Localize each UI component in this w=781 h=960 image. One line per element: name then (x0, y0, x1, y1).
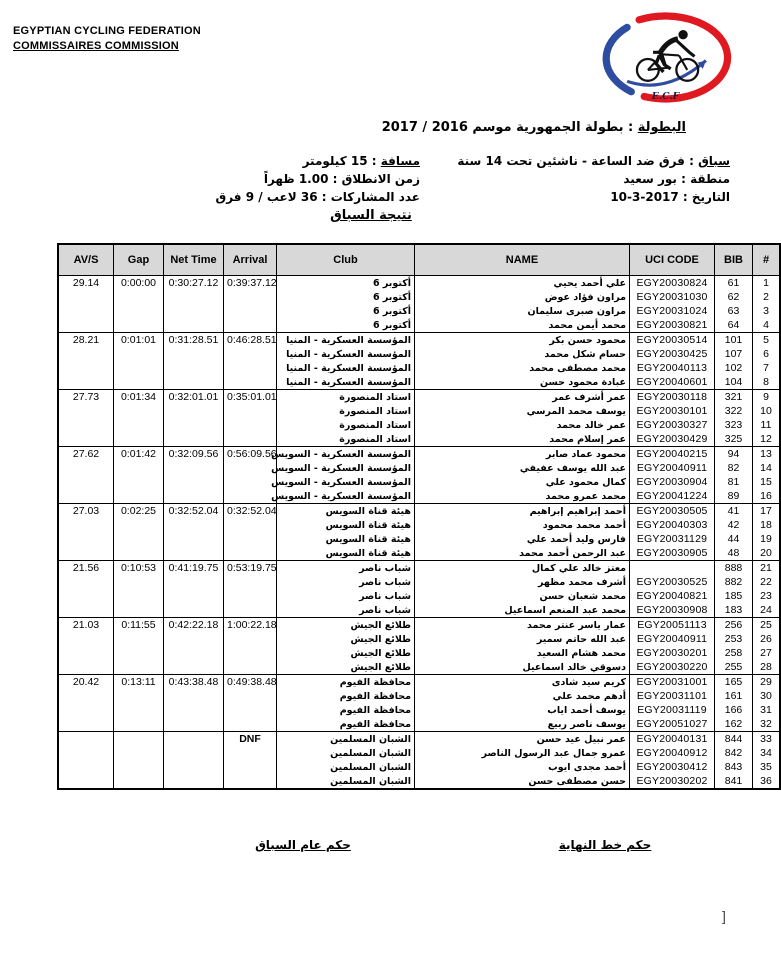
avs-cell (58, 732, 114, 790)
uci-code-cell: EGY20030327 (630, 418, 715, 432)
bib-cell: 256 (715, 618, 753, 633)
gap-cell: 0:10:53 (114, 561, 164, 618)
rank-cell: 31 (753, 703, 781, 717)
rank-cell: 19 (753, 532, 781, 546)
net-time-cell: 0:32:52.04 (164, 504, 224, 561)
club-cell: المؤسسة العسكرية - المنيا (277, 347, 415, 361)
gap-cell: 0:01:01 (114, 333, 164, 390)
col-club: Club (277, 244, 415, 276)
uci-code-cell: EGY20031024 (630, 304, 715, 318)
uci-code-cell: EGY20040113 (630, 361, 715, 375)
club-cell: أكتوبر 6 (277, 290, 415, 304)
club-cell: محافظة الفيوم (277, 703, 415, 717)
bib-cell: 101 (715, 333, 753, 348)
col-rank: # (753, 244, 781, 276)
arrival-cell: 0:35:01.01 (224, 390, 277, 447)
club-cell: المؤسسة العسكرية - المنيا (277, 375, 415, 390)
table-row (58, 447, 780, 462)
cyclist-logo-icon (596, 8, 736, 108)
table-row (58, 618, 780, 633)
club-cell: المؤسسة العسكرية - المنيا (277, 361, 415, 375)
club-cell: طلائع الجيش (277, 660, 415, 675)
col-gap: Gap (114, 244, 164, 276)
arrival-cell: 0:32:52.04 (224, 504, 277, 561)
rank-cell: 15 (753, 475, 781, 489)
uci-code-cell: EGY20051027 (630, 717, 715, 732)
rank-cell: 3 (753, 304, 781, 318)
rank-cell: 25 (753, 618, 781, 633)
uci-code-cell: EGY20040912 (630, 746, 715, 760)
name-cell: معتز خالد علي كمال (415, 561, 630, 576)
bib-cell: 82 (715, 461, 753, 475)
bib-cell: 63 (715, 304, 753, 318)
rank-cell: 13 (753, 447, 781, 462)
net-time-cell: 0:30:27.12 (164, 276, 224, 333)
col-bib: BIB (715, 244, 753, 276)
club-cell: المؤسسة العسكرية - المنيا (277, 333, 415, 348)
club-cell: المؤسسة العسكرية - السويس (277, 447, 415, 462)
name-cell: يوسف ناصر ربيع (415, 717, 630, 732)
name-cell: يوسف محمد المرسي (415, 404, 630, 418)
general-judge-label: حكم عام السباق (255, 838, 351, 852)
bib-cell: 61 (715, 276, 753, 291)
avs-cell: 29.14 (58, 276, 114, 333)
club-cell: الشبان المسلمين (277, 774, 415, 789)
net-time-cell: 0:42:22.18 (164, 618, 224, 675)
club-cell: هيئة قناة السويس (277, 546, 415, 561)
section-title: نتيجة السباق (330, 208, 412, 223)
club-cell: محافظة الفيوم (277, 689, 415, 703)
table-row (58, 561, 780, 576)
rank-cell: 14 (753, 461, 781, 475)
name-cell: عمر خالد محمد (415, 418, 630, 432)
name-cell: حسام شكل محمد (415, 347, 630, 361)
bib-cell: 321 (715, 390, 753, 405)
name-cell: عمرو جمال عبد الرسول الناصر (415, 746, 630, 760)
rank-cell: 12 (753, 432, 781, 447)
uci-code-cell: EGY20030908 (630, 603, 715, 618)
uci-code-cell: EGY20030904 (630, 475, 715, 489)
rank-cell: 17 (753, 504, 781, 519)
rank-cell: 5 (753, 333, 781, 348)
uci-code-cell: EGY20030118 (630, 390, 715, 405)
name-cell: كمال محمود علي (415, 475, 630, 489)
rank-cell: 18 (753, 518, 781, 532)
logo-text: E.C.F (651, 90, 680, 102)
bib-cell: 41 (715, 504, 753, 519)
bib-cell: 104 (715, 375, 753, 390)
club-cell: المؤسسة العسكرية - السويس (277, 489, 415, 504)
rank-cell: 35 (753, 760, 781, 774)
results-table-wrap (57, 243, 781, 790)
uci-code-cell: EGY20040821 (630, 589, 715, 603)
name-cell: عبد الله حاتم سمير (415, 632, 630, 646)
club-cell: أكتوبر 6 (277, 304, 415, 318)
bib-cell: 102 (715, 361, 753, 375)
net-time-cell: 0:41:19.75 (164, 561, 224, 618)
bib-cell: 882 (715, 575, 753, 589)
col-arrival: Arrival (224, 244, 277, 276)
bib-cell: 81 (715, 475, 753, 489)
gap-cell (114, 732, 164, 790)
uci-code-cell: EGY20030202 (630, 774, 715, 789)
org-header (13, 24, 201, 54)
col-uci: UCI CODE (630, 244, 715, 276)
bib-cell: 888 (715, 561, 753, 576)
club-cell: استاد المنصورة (277, 418, 415, 432)
club-cell: طلائع الجيش (277, 618, 415, 633)
uci-code-cell: EGY20030821 (630, 318, 715, 333)
bib-cell: 843 (715, 760, 753, 774)
name-cell: محمود عماد صابر (415, 447, 630, 462)
name-cell: عمر إسلام محمد (415, 432, 630, 447)
rank-cell: 6 (753, 347, 781, 361)
rank-cell: 2 (753, 290, 781, 304)
name-cell: أحمد مجدى ايوب (415, 760, 630, 774)
uci-code-cell: EGY20031119 (630, 703, 715, 717)
bib-cell: 107 (715, 347, 753, 361)
club-cell: هيئة قناة السويس (277, 518, 415, 532)
col-name: NAME (415, 244, 630, 276)
rank-cell: 1 (753, 276, 781, 291)
name-cell: عمر نبيل عيد حسن (415, 732, 630, 747)
arrival-cell: 0:53:19.75 (224, 561, 277, 618)
name-cell: محمد شعبان حسن (415, 589, 630, 603)
table-header-row (58, 244, 780, 276)
bib-cell: 64 (715, 318, 753, 333)
club-cell: هيئة قناة السويس (277, 532, 415, 546)
uci-code-cell: EGY20030514 (630, 333, 715, 348)
rank-cell: 22 (753, 575, 781, 589)
net-time-cell: 0:43:38.48 (164, 675, 224, 732)
rank-cell: 16 (753, 489, 781, 504)
gap-cell: 0:01:34 (114, 390, 164, 447)
col-avs: AV/S (58, 244, 114, 276)
club-cell: محافظة الفيوم (277, 717, 415, 732)
bib-cell: 89 (715, 489, 753, 504)
bib-cell: 62 (715, 290, 753, 304)
uci-code-cell: EGY20030425 (630, 347, 715, 361)
club-cell: أكتوبر 6 (277, 276, 415, 291)
rank-cell: 7 (753, 361, 781, 375)
results-table (57, 243, 781, 790)
uci-code-cell: EGY20030429 (630, 432, 715, 447)
club-cell: أكتوبر 6 (277, 318, 415, 333)
rank-cell: 33 (753, 732, 781, 747)
gap-cell: 0:13:11 (114, 675, 164, 732)
club-cell: هيئة قناة السويس (277, 504, 415, 519)
bib-cell: 253 (715, 632, 753, 646)
name-cell: حسن مصطفى حسن (415, 774, 630, 789)
uci-code-cell: EGY20040131 (630, 732, 715, 747)
page-bracket-mark: ] (722, 908, 726, 924)
rank-cell: 20 (753, 546, 781, 561)
net-time-cell: 0:32:09.56 (164, 447, 224, 504)
date-line: التاريخ : 2017-3-10 (610, 190, 730, 204)
uci-code-cell: EGY20030412 (630, 760, 715, 774)
name-cell: عمر أشرف عمر (415, 390, 630, 405)
arrival-cell: 1:00:22.18 (224, 618, 277, 675)
club-cell: المؤسسة العسكرية - السويس (277, 461, 415, 475)
bib-cell: 48 (715, 546, 753, 561)
name-cell: أحمد إبراهيم إبراهيم (415, 504, 630, 519)
rank-cell: 4 (753, 318, 781, 333)
bib-cell: 166 (715, 703, 753, 717)
name-cell: أدهم محمد علي (415, 689, 630, 703)
bib-cell: 325 (715, 432, 753, 447)
avs-cell: 21.56 (58, 561, 114, 618)
race-line: سباق : فرق ضد الساعة - ناشئين تحت 14 سنة (457, 154, 730, 168)
bib-cell: 255 (715, 660, 753, 675)
net-time-cell: 0:32:01.01 (164, 390, 224, 447)
rank-cell: 8 (753, 375, 781, 390)
avs-cell: 27.03 (58, 504, 114, 561)
table-row (58, 390, 780, 405)
bib-cell: 841 (715, 774, 753, 789)
table-row (58, 675, 780, 690)
name-cell: محمد هشام السعيد (415, 646, 630, 660)
club-cell: استاد المنصورة (277, 390, 415, 405)
arrival-cell: 0:46:28.51 (224, 333, 277, 390)
name-cell: فارس وليد أحمد علي (415, 532, 630, 546)
uci-code-cell: EGY20040215 (630, 447, 715, 462)
bib-cell: 844 (715, 732, 753, 747)
distance-line: مسافة : 15 كيلومتر (302, 154, 420, 168)
uci-code-cell: EGY20040601 (630, 375, 715, 390)
rank-cell: 23 (753, 589, 781, 603)
club-cell: استاد المنصورة (277, 432, 415, 447)
net-time-cell: 0:31:28.51 (164, 333, 224, 390)
avs-cell: 20.42 (58, 675, 114, 732)
club-cell: المؤسسة العسكرية - السويس (277, 475, 415, 489)
uci-code-cell: EGY20030101 (630, 404, 715, 418)
name-cell: كريم سيد شادى (415, 675, 630, 690)
club-cell: الشبان المسلمين (277, 746, 415, 760)
club-cell: محافظة الفيوم (277, 675, 415, 690)
table-row (58, 333, 780, 348)
name-cell: محمود حسن بكر (415, 333, 630, 348)
title-label: البطولة (637, 120, 686, 135)
table-row (58, 504, 780, 519)
net-time-cell (164, 732, 224, 790)
name-cell: أشرف محمد مظهر (415, 575, 630, 589)
club-cell: شباب ناصر (277, 575, 415, 589)
bib-cell: 42 (715, 518, 753, 532)
rank-cell: 9 (753, 390, 781, 405)
finish-line-judge-label: حكم خط النهاية (558, 838, 652, 852)
arrival-cell: 0:49:38.48 (224, 675, 277, 732)
uci-code-cell: EGY20041224 (630, 489, 715, 504)
name-cell: محمد عبد المنعم اسماعيل (415, 603, 630, 618)
club-cell: طلائع الجيش (277, 646, 415, 660)
race-info-right (430, 152, 730, 206)
uci-code-cell: EGY20040911 (630, 632, 715, 646)
uci-code-cell: EGY20030505 (630, 504, 715, 519)
avs-cell: 28.21 (58, 333, 114, 390)
rank-cell: 30 (753, 689, 781, 703)
uci-code-cell: EGY20030525 (630, 575, 715, 589)
bib-cell: 165 (715, 675, 753, 690)
federation-logo (596, 8, 736, 108)
name-cell: محمد أيمن محمد (415, 318, 630, 333)
club-cell: طلائع الجيش (277, 632, 415, 646)
name-cell: يوسف أحمد اياب (415, 703, 630, 717)
col-nettime: Net Time (164, 244, 224, 276)
uci-code-cell: EGY20030905 (630, 546, 715, 561)
org-name: EGYPTIAN CYCLING FEDERATION (13, 25, 201, 37)
club-cell: شباب ناصر (277, 561, 415, 576)
club-cell: استاد المنصورة (277, 404, 415, 418)
gap-cell: 0:01:42 (114, 447, 164, 504)
uci-code-cell: EGY20040303 (630, 518, 715, 532)
name-cell: عمار ياسر عنتر محمد (415, 618, 630, 633)
name-cell: مراون صبرى سليمان (415, 304, 630, 318)
region-line: منطقة : بور سعيد (623, 172, 730, 186)
rank-cell: 10 (753, 404, 781, 418)
name-cell: أحمد محمد محمود (415, 518, 630, 532)
uci-code-cell (630, 561, 715, 576)
rank-cell: 32 (753, 717, 781, 732)
bib-cell: 44 (715, 532, 753, 546)
commission-name: COMMISSAIRES COMMISSION (13, 40, 179, 52)
name-cell: عبادة محمود حسن (415, 375, 630, 390)
club-cell: الشبان المسلمين (277, 732, 415, 747)
table-row (58, 276, 780, 291)
bib-cell: 94 (715, 447, 753, 462)
start-time-line: زمن الانطلاق : 1.00 ظهراً (263, 172, 420, 186)
title-text: : بطولة الجمهورية موسم 2016 / 2017 (381, 120, 638, 135)
rank-cell: 36 (753, 774, 781, 789)
avs-cell: 27.73 (58, 390, 114, 447)
club-cell: شباب ناصر (277, 589, 415, 603)
name-cell: دسوقي خالد اسماعيل (415, 660, 630, 675)
club-cell: شباب ناصر (277, 603, 415, 618)
arrival-cell: 0:56:09.56 (224, 447, 277, 504)
avs-cell: 27.62 (58, 447, 114, 504)
bib-cell: 323 (715, 418, 753, 432)
club-cell: الشبان المسلمين (277, 760, 415, 774)
name-cell: محمد مصطفى محمد (415, 361, 630, 375)
race-info-left (160, 152, 420, 206)
name-cell: مراون فؤاد عوض (415, 290, 630, 304)
arrival-cell: DNF (224, 732, 277, 790)
avs-cell: 21.03 (58, 618, 114, 675)
gap-cell: 0:00:00 (114, 276, 164, 333)
bib-cell: 842 (715, 746, 753, 760)
bib-cell: 258 (715, 646, 753, 660)
uci-code-cell: EGY20030201 (630, 646, 715, 660)
uci-code-cell: EGY20031030 (630, 290, 715, 304)
name-cell: عبد الرحمن أحمد محمد (415, 546, 630, 561)
uci-code-cell: EGY20030824 (630, 276, 715, 291)
table-row (58, 732, 780, 747)
uci-code-cell: EGY20031001 (630, 675, 715, 690)
rank-cell: 28 (753, 660, 781, 675)
rank-cell: 27 (753, 646, 781, 660)
championship-title (46, 120, 686, 135)
name-cell: علي أحمد يحيي (415, 276, 630, 291)
bib-cell: 162 (715, 717, 753, 732)
rank-cell: 21 (753, 561, 781, 576)
uci-code-cell: EGY20031129 (630, 532, 715, 546)
results-table-body (58, 276, 780, 790)
uci-code-cell: EGY20030220 (630, 660, 715, 675)
rank-cell: 26 (753, 632, 781, 646)
bib-cell: 161 (715, 689, 753, 703)
uci-code-cell: EGY20031101 (630, 689, 715, 703)
bib-cell: 322 (715, 404, 753, 418)
rank-cell: 24 (753, 603, 781, 618)
name-cell: عبد الله يوسف عفيفي (415, 461, 630, 475)
rank-cell: 29 (753, 675, 781, 690)
uci-code-cell: EGY20051113 (630, 618, 715, 633)
bib-cell: 185 (715, 589, 753, 603)
uci-code-cell: EGY20040911 (630, 461, 715, 475)
gap-cell: 0:02:25 (114, 504, 164, 561)
rank-cell: 11 (753, 418, 781, 432)
gap-cell: 0:11:55 (114, 618, 164, 675)
participants-line: عدد المشاركات : 36 لاعب / 9 فرق (215, 190, 420, 204)
name-cell: محمد عمرو محمد (415, 489, 630, 504)
rank-cell: 34 (753, 746, 781, 760)
arrival-cell: 0:39:37.12 (224, 276, 277, 333)
bib-cell: 183 (715, 603, 753, 618)
